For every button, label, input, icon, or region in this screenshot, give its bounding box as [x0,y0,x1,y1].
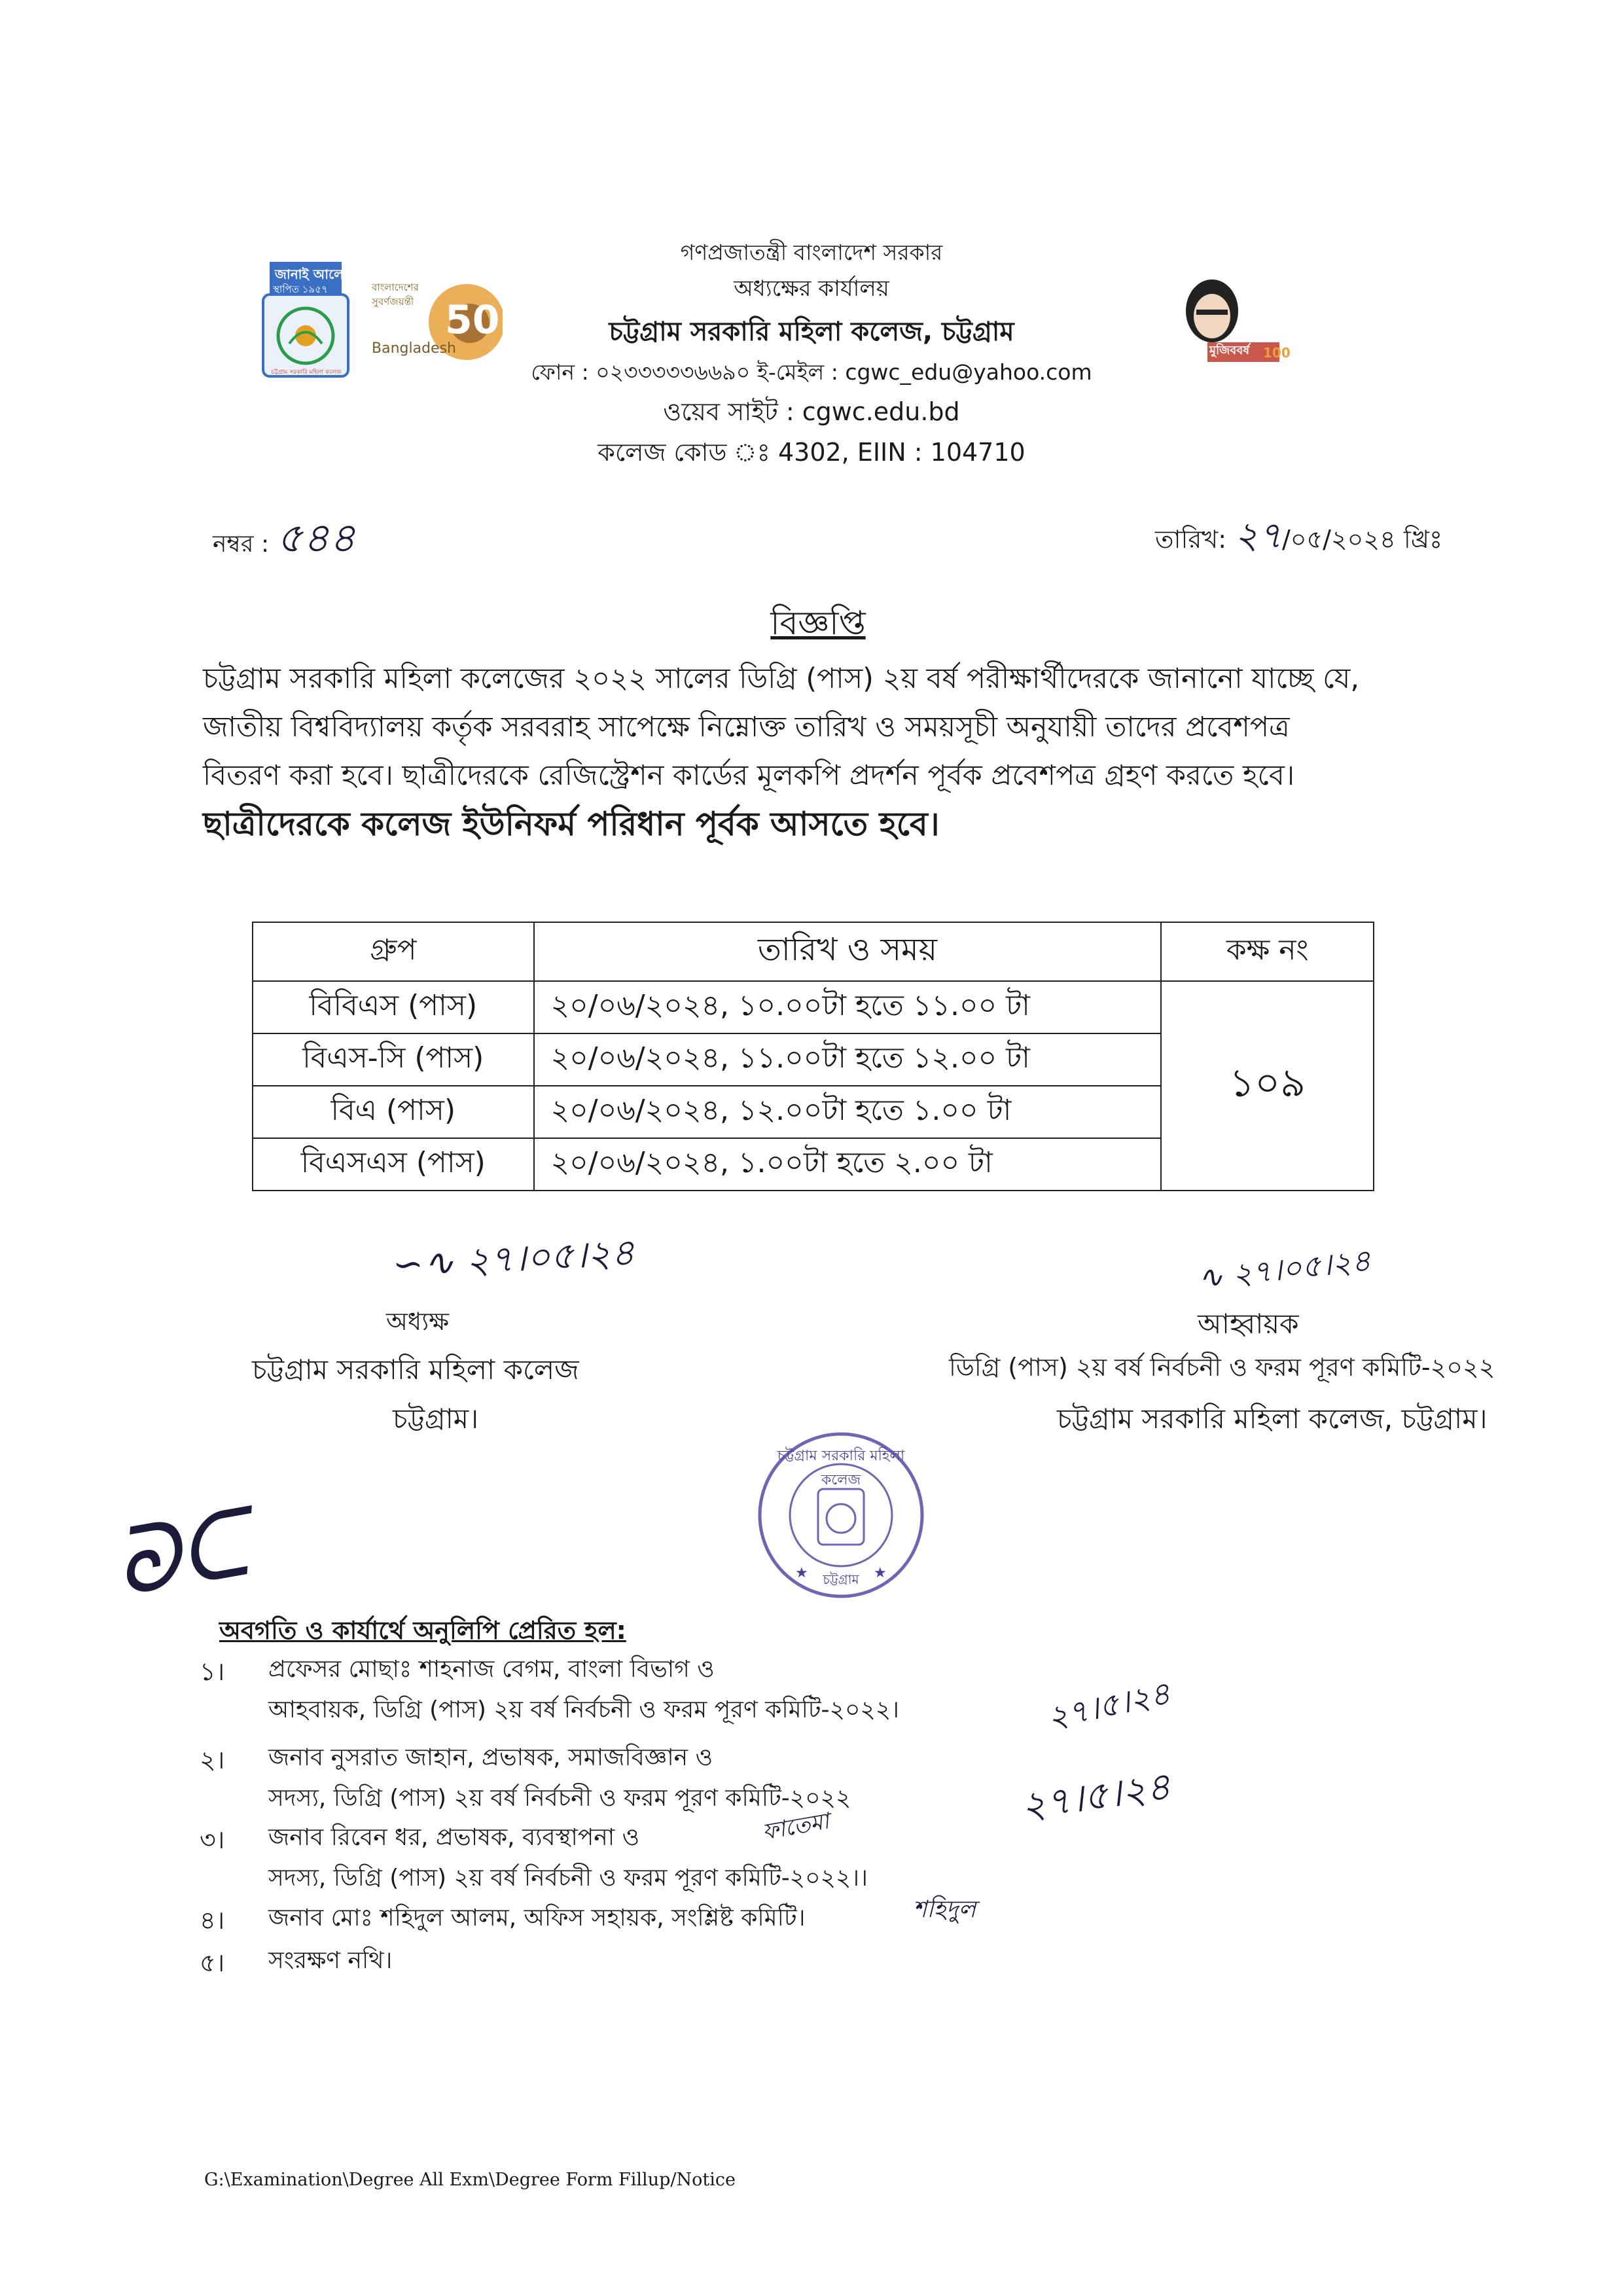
room-cell: ১০৯ [1161,981,1374,1191]
college-seal [756,1430,926,1600]
bd50-brand: Bangladesh [372,340,456,357]
principal-title: অধ্যক্ষ [386,1307,450,1336]
college-name: চট্টগ্রাম সরকারি মহিলা কলেজ, চট্টগ্রাম [609,317,1014,347]
copy-item-1 [268,1649,899,1731]
copy-item-1-line1: প্রফেসর মোছাঃ শাহনাজ বেগম, বাংলা বিভাগ ও [268,1656,715,1683]
bd50-logo [372,263,503,374]
header-group: গ্রুপ [253,922,534,981]
memo-date [1155,507,1442,569]
website-line: ওয়েব সাইট : cgwc.edu.bd [663,397,960,426]
copy-sign-2: ২৭।৫।২৪ [1018,1763,1173,1829]
notice-body [203,655,1479,848]
svg-text:★: ★ [795,1565,808,1581]
copy-num-2: ২। [200,1746,225,1774]
mujib-number: 100 [1263,345,1291,361]
copy-sign-4: শহিদুল [913,1896,976,1923]
bd50-line1: বাংলাদেশের [372,281,419,293]
memo-date-rest: /০৫/২০২৪ খ্রিঃ [1282,525,1443,554]
header-time: তারিখ ও সময় [534,922,1162,981]
mujib-logo [1171,272,1302,370]
principal-signature-date: ২৭।০৫।২৪ [464,1231,636,1283]
copies-heading: অবগতি ও কার্যার্থে অনুলিপি প্রেরিত হল: [219,1616,626,1645]
copy-item-2-line2: সদস্য, ডিগ্রি (পাস) ২য় বর্ষ নির্বচনী ও ফরম পূরণ কমিটি-২০২২ [268,1785,851,1812]
copy-item-1-line2: আহবায়ক, ডিগ্রি (পাস) ২য় বর্ষ নির্বচনী ও ফরম পূরণ কমিটি-২০২২। [268,1696,900,1723]
copy-num-5: ৫। [200,1948,225,1977]
principal-signature [391,1224,636,1298]
notice-line-3: বিতরণ করা হবে। ছাত্রীদেরকে রেজিস্ট্রেশন কার্ডের মূলকপি প্রদর্শন পূর্বক প্রবেশপত্র গ্রহণ করতে হবে। [203,759,1295,792]
convener-committee: ডিগ্রি (পাস) ২য় বর্ষ নির্বচনী ও ফরম পূরণ কমিটি-২০২২ [949,1353,1495,1382]
copy-item-3-line2: সদস্য, ডিগ্রি (পাস) ২য় বর্ষ নির্বচনী ও ফরম পূরণ কমিটি-২০২২।। [268,1865,868,1892]
memo-number [213,507,355,575]
office-line: অধ্যক্ষের কার্যালয় [734,276,889,302]
time-cell: ২০/০৬/২০২৪, ১.০০টা হতে ২.০০ টা [534,1138,1162,1191]
group-cell: বিএস-সি (পাস) [253,1033,534,1086]
convener-signature-date: ২৭।০৫।২৪ [1230,1242,1373,1293]
seal-ring-text: চট্টগ্রাম সরকারি মহিলা কলেজ [777,1448,905,1488]
time-cell: ২০/০৬/২০২৪, ১১.০০টা হতে ১২.০০ টা [534,1033,1162,1086]
table-header-row [253,922,1374,981]
notice-line-2: জাতীয় বিশ্ববিদ্যালয় কর্তৃক সরবরাহ সাপেক্ষে নিম্নোক্ত তারিখ ও সময়সূচী অনুযায়ী তাদের প্রবেশপত্র [203,711,1290,744]
notice-title: বিজ্ঞপ্তি [770,604,866,642]
convener-org: চট্টগ্রাম সরকারি মহিলা কলেজ, চট্টগ্রাম। [1057,1403,1488,1435]
svg-text:★: ★ [874,1565,887,1581]
principal-org: চট্টগ্রাম সরকারি মহিলা কলেজ [252,1354,579,1386]
copy-item-2-line1: জনাব নুসরাত জাহান, প্রভাষক, সমাজবিজ্ঞান ও [268,1744,713,1771]
logo-ring-text: চট্টগ্রাম সরকারি মহিলা কলেজ [271,369,342,376]
group-cell: বিএ (পাস) [253,1086,534,1138]
logo-est-text: স্থাপিত ১৯৫৭ [273,283,328,295]
convener-signature-scrawl: ∿ [1196,1257,1235,1296]
notice-bold-line: ছাত্রীদেরকে কলেজ ইউনিফর্ম পরিধান পূর্বক আসতে হবে। [203,805,940,843]
copy-item-3-line1: জনাব রিবেন ধর, প্রভাষক, ব্যবস্থাপনা ও [268,1824,640,1851]
copy-item-4-line1: জনাব মোঃ শহিদুল আলম, অফিস সহায়ক, সংশ্লিষ্ট কমিটি। [268,1905,806,1931]
copy-item-4 [268,1898,805,1939]
contact-line: ফোন : ০২৩৩৩৩৩৬৬৯০ ই-মেইল : cgwc_edu@yahoo.com [531,359,1092,385]
mujib-text: মুজিববর্ষ [1209,344,1250,357]
government-line: গণপ্রজাতন্ত্রী বাংলাদেশ সরকার [680,240,943,265]
copy-sign-1: ২৭।৫।২৪ [1044,1674,1174,1737]
bd50-line2: সুবর্ণজয়ন্তী [372,296,414,308]
memo-number-value: ৫৪৪ [276,514,356,562]
time-cell: ২০/০৬/২০২৪, ১০.০০টা হতে ১১.০০ টা [534,981,1162,1033]
memo-number-label: নম্বর : [213,531,270,558]
group-cell: বিবিএস (পাস) [253,981,534,1033]
copy-num-3: ৩। [200,1825,225,1854]
copy-item-5 [268,1941,392,1981]
group-cell: বিএসএস (পাস) [253,1138,534,1191]
copy-sign-3: ফাতেমা [760,1808,831,1846]
memo-date-day: ২৭ [1234,514,1282,557]
copy-item-5-line1: সংরক্ষণ নথি। [268,1947,393,1974]
logo-top-text: জানাই আলো [275,266,348,282]
memo-date-label: তারিখ: [1155,525,1227,554]
seal-bottom-text: চট্টগ্রাম [823,1571,859,1587]
codes-line: কলেজ কোড ঃ 4302, EIIN : 104710 [597,438,1026,467]
initial-mark: ᘐᑕ [106,1490,256,1619]
principal-city: চট্টগ্রাম। [393,1403,479,1435]
copy-item-2 [268,1738,851,1819]
college-logo [243,259,368,383]
notice-line-1: চট্টগ্রাম সরকারি মহিলা কলেজের ২০২২ সালের ডিগ্রি (পাস) ২য় বর্ষ পরীক্ষার্থীদেরকে জানানো যাচ্ছে যে, [203,662,1359,695]
footer-path: G:\Examination\Degree All Exm\Degree Form Fillup/Notice [204,2170,736,2190]
convener-signature [1196,1238,1374,1305]
principal-signature-scrawl: ∽∿ [391,1240,467,1287]
time-cell: ২০/০৬/২০২৪, ১২.০০টা হতে ১.০০ টা [534,1086,1162,1138]
copy-num-1: ১। [200,1657,225,1686]
table-row [253,981,1374,1033]
bd50-number: 50 [445,297,500,343]
convener-title: আহ্বায়ক [1198,1308,1299,1340]
header-room: কক্ষ নং [1161,922,1374,981]
schedule-table [252,922,1374,1191]
copy-num-4: ৪। [200,1906,225,1935]
